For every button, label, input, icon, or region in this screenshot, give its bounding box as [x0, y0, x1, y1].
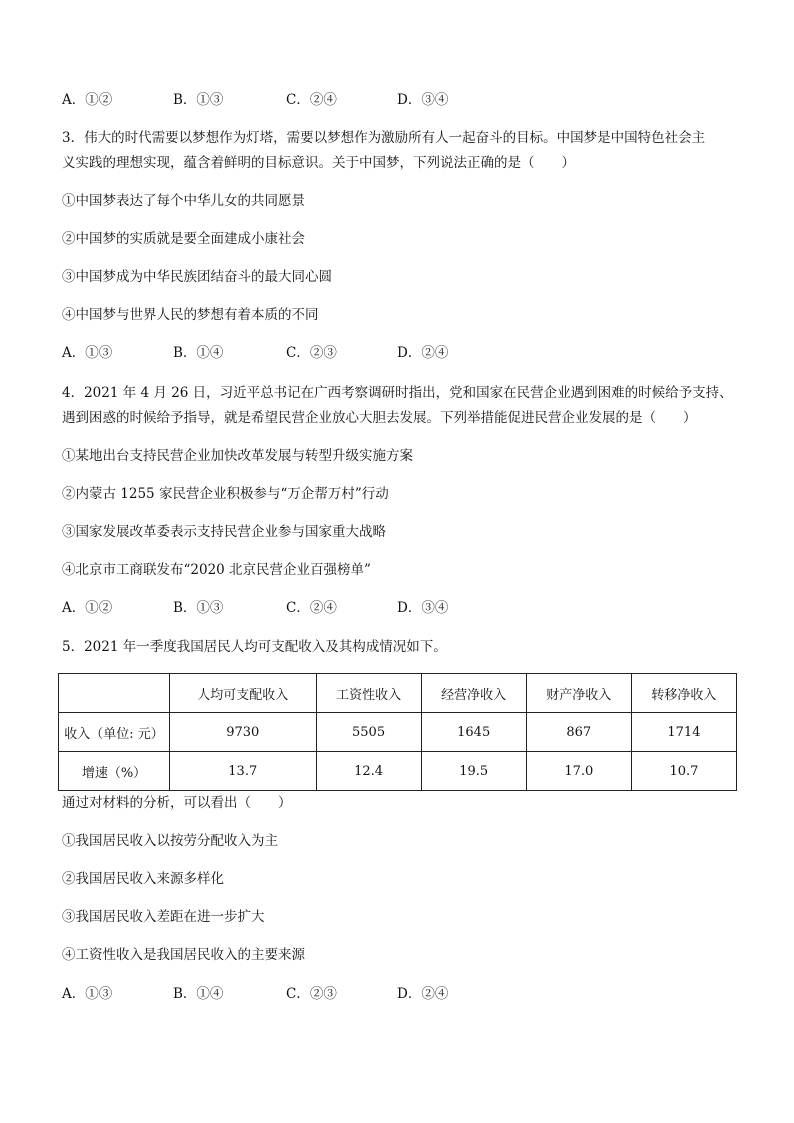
q5-item-4: ④工资性收入是我国居民收入的主要来源 — [62, 947, 305, 963]
q2-options — [62, 90, 742, 110]
q5-options — [62, 984, 742, 1004]
table-row — [59, 713, 737, 752]
q5-item-2: ②我国居民收入来源多样化 — [62, 871, 224, 887]
q3-stem-line2: 义实践的理想实现，蕴含着鲜明的目标意识。关于中国梦，下列说法正确的是（ ） — [62, 155, 575, 171]
table-header-cell: 人均可支配收入 — [170, 674, 317, 713]
q3-option-b: B．①④ — [173, 345, 224, 361]
q4-option-a: A．①② — [62, 600, 113, 616]
q4-item-2: ②内蒙古 1255 家民营企业积极参与“万企帮万村”行动 — [62, 486, 389, 502]
table-row — [59, 752, 737, 791]
q4-option-d: D．③④ — [397, 600, 449, 616]
table-cell: 1714 — [631, 713, 736, 752]
q5-option-d: D．②④ — [397, 986, 449, 1002]
income-table — [58, 673, 737, 791]
q3-stem-line1: 3．伟大的时代需要以梦想作为灯塔，需要以梦想作为激励所有人一起奋斗的目标。中国梦是中国特色社会主 — [62, 130, 706, 146]
q5-item-3: ③我国居民收入差距在进一步扩大 — [62, 909, 265, 925]
q3-item-3: ③中国梦成为中华民族团结奋斗的最大同心圆 — [62, 269, 332, 285]
table-cell: 13.7 — [170, 752, 317, 791]
q5-option-a: A．①③ — [62, 986, 113, 1002]
table-header-cell — [59, 674, 170, 713]
q4-option-b: B．①③ — [173, 600, 224, 616]
q4-item-4: ④北京市工商联发布“2020 北京民营企业百强榜单” — [62, 562, 371, 578]
table-cell: 10.7 — [631, 752, 736, 791]
q5-option-c: C．②③ — [286, 986, 337, 1002]
q3-item-1: ①中国梦表达了每个中华儿女的共同愿景 — [62, 193, 305, 209]
table-cell: 867 — [526, 713, 631, 752]
table-cell: 12.4 — [316, 752, 421, 791]
q2-option-d: D．③④ — [397, 92, 449, 108]
q5-stem: 5．2021 年一季度我国居民人均可支配收入及其构成情况如下。 — [62, 639, 447, 655]
q4-stem-line1: 4．2021 年 4 月 26 日，习近平总书记在广西考察调研时指出，党和国家在民营企业遇到困难的时候给予支持、 — [62, 385, 733, 401]
q4-item-3: ③国家发展改革委表示支持民营企业参与国家重大战略 — [62, 524, 386, 540]
q3-option-a: A．①③ — [62, 345, 113, 361]
q3-option-d: D．②④ — [397, 345, 449, 361]
table-cell: 9730 — [170, 713, 317, 752]
table-header-cell: 财产净收入 — [526, 674, 631, 713]
q5-item-1: ①我国居民收入以按劳分配收入为主 — [62, 833, 278, 849]
q2-option-a: A．①② — [62, 92, 113, 108]
q4-option-c: C．②④ — [286, 600, 337, 616]
table-header-cell: 转移净收入 — [631, 674, 736, 713]
table-cell: 19.5 — [421, 752, 526, 791]
table-header-cell: 工资性收入 — [316, 674, 421, 713]
q4-options — [62, 598, 742, 618]
q4-item-1: ①某地出台支持民营企业加快改革发展与转型升级实施方案 — [62, 448, 413, 464]
table-cell: 17.0 — [526, 752, 631, 791]
q3-options — [62, 343, 742, 363]
q2-option-b: B．①③ — [173, 92, 224, 108]
q4-stem-line2: 遇到困惑的时候给予指导，就是希望民营企业放心大胆去发展。下列举措能促进民营企业发展的是（ ） — [62, 410, 697, 426]
q5-question: 通过对材料的分析，可以看出（ ） — [62, 795, 292, 811]
table-cell: 收入（单位: 元） — [59, 713, 170, 752]
table-cell: 增速（%） — [59, 752, 170, 791]
table-cell: 5505 — [316, 713, 421, 752]
q5-option-b: B．①④ — [173, 986, 224, 1002]
q3-option-c: C．②③ — [286, 345, 337, 361]
table-header-cell: 经营净收入 — [421, 674, 526, 713]
q2-option-c: C．②④ — [286, 92, 337, 108]
q3-item-4: ④中国梦与世界人民的梦想有着本质的不同 — [62, 307, 319, 323]
table-cell: 1645 — [421, 713, 526, 752]
q3-item-2: ②中国梦的实质就是要全面建成小康社会 — [62, 231, 305, 247]
table-header-row — [59, 674, 737, 713]
